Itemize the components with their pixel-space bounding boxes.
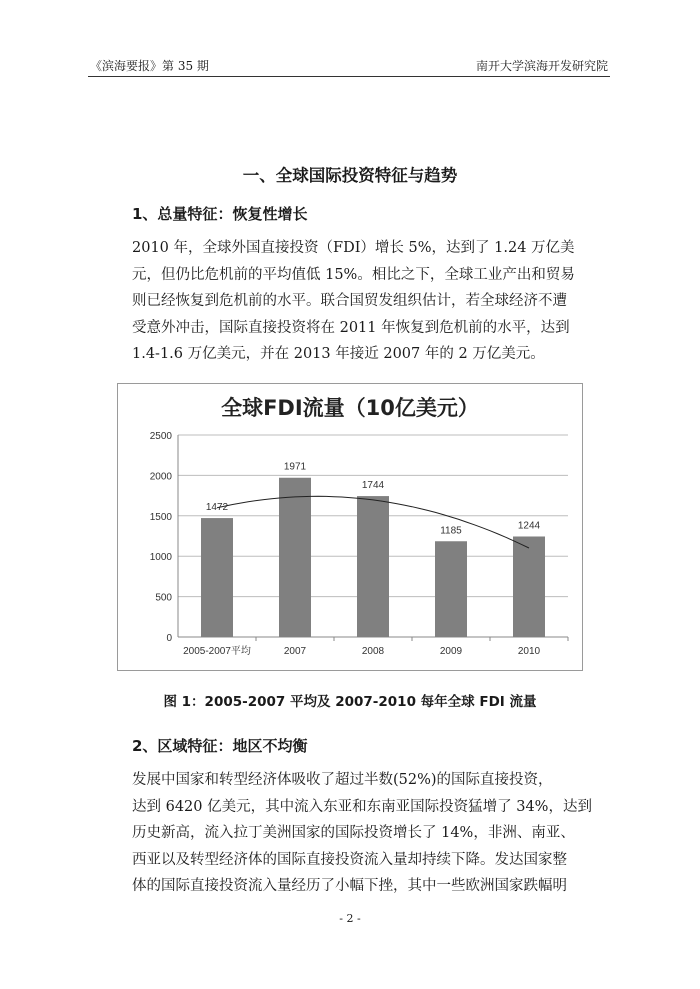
paragraph-line: 体的国际直接投资流入量经历了小幅下挫，其中一些欧洲国家跌幅明	[132, 878, 567, 894]
paragraph-line: 受意外冲击，国际直接投资将在 2011 年恢复到危机前的水平，达到	[132, 319, 570, 336]
paragraph-line: 达到 6420 亿美元，其中流入东亚和东南亚国际投资猛增了 34%，达到	[132, 798, 592, 815]
subheading-total: 1、总量特征：恢复性增长	[132, 205, 308, 223]
header-right: 南开大学滨海开发研究院	[475, 59, 608, 73]
y-tick-label: 2000	[149, 471, 172, 483]
x-tick-label: 2010	[517, 646, 541, 657]
header-rule	[88, 76, 610, 77]
y-tick-label: 2500	[149, 431, 172, 442]
subheading-region: 2、区域特征：地区不均衡	[132, 737, 308, 755]
x-tick-label: 2009	[439, 646, 463, 657]
x-tick-label: 2008	[361, 646, 385, 657]
bar	[357, 496, 389, 637]
paragraph-line: 西亚以及转型经济体的国际直接投资流入量却持续下降。发达国家整	[132, 851, 567, 868]
y-tick-label: 1500	[149, 511, 172, 523]
y-tick-label: 1000	[149, 552, 172, 564]
x-tick-label: 2005-2007平均	[183, 646, 251, 657]
paragraph-total	[132, 235, 604, 368]
paragraph-line: 历史新高，流入拉丁美洲国家的国际投资增长了 14%，非洲、南亚、	[132, 825, 575, 841]
bar	[435, 541, 467, 637]
paragraph-line: 1.4-1.6 万亿美元，并在 2013 年接近 2007 年的 2 万亿美元。	[132, 346, 545, 362]
data-label: 1185	[440, 525, 462, 537]
chart-title: 全球FDI流量（10亿美元）	[221, 396, 479, 420]
data-label: 1971	[283, 461, 307, 473]
paragraph-region	[132, 767, 604, 900]
paragraph-line: 发展中国家和转型经济体吸收了超过半数(52%)的国际直接投资，	[132, 772, 553, 788]
paragraph-line: 则已经恢复到危机前的水平。联合国贸发组织估计，若全球经济不遭	[132, 293, 567, 309]
paragraph-line: 2010 年，全球外国直接投资（FDI）增长 5%，达到了 1.24 万亿美	[132, 240, 575, 256]
chart-svg	[118, 384, 582, 670]
data-label: 1244	[517, 520, 541, 532]
paragraph-line: 元，但仍比危机前的平均值低 15%。相比之下，全球工业产出和贸易	[132, 266, 575, 283]
y-tick-label: 500	[155, 592, 172, 604]
section-title: 一、全球国际投资特征与趋势	[242, 166, 458, 185]
page-number: - 2 -	[339, 912, 361, 925]
figure-caption: 图 1：2005-2007 平均及 2007-2010 每年全球 FDI 流量	[163, 694, 537, 710]
y-tick-label: 0	[166, 633, 172, 644]
bar	[201, 518, 233, 637]
bar	[513, 536, 545, 637]
x-tick-label: 2007	[283, 646, 307, 657]
data-label: 1472	[205, 502, 229, 514]
data-label: 1744	[361, 480, 385, 492]
bar	[279, 478, 311, 637]
fdi-chart	[117, 383, 583, 671]
header-left: 《滨海要报》第 35 期	[90, 59, 209, 73]
